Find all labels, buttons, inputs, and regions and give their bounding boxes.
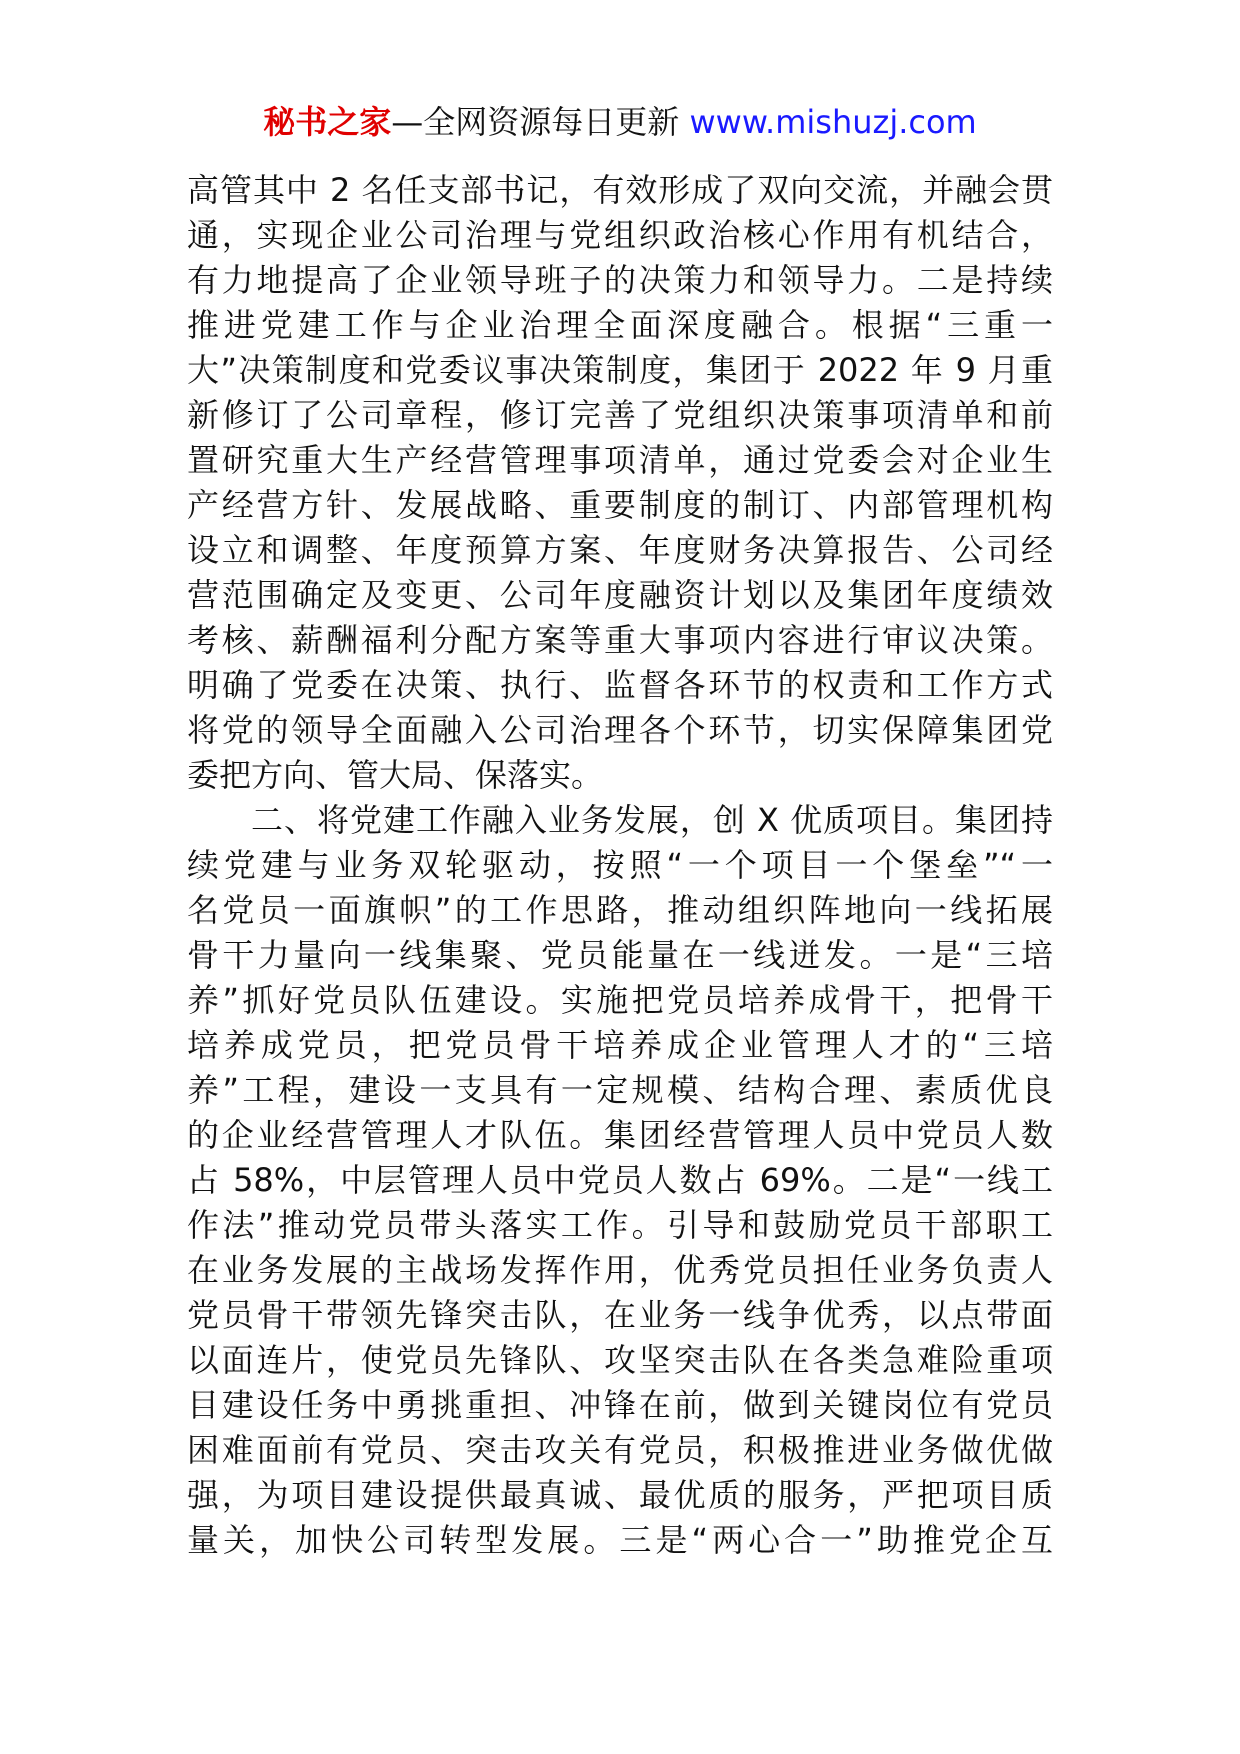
section-heading-line: 二、将党建工作融入业务发展，创 X 优质项目。集团持 [251, 801, 1053, 839]
text-line: 考核、薪酬福利分配方案等重大事项内容进行审议决策。 [187, 621, 1053, 659]
text-line: 将党的领导全面融入公司治理各个环节，切实保障集团党 [187, 711, 1053, 749]
text-line: 大”决策制度和党委议事决策制度，集团于 2022 年 9 月重 [187, 351, 1053, 389]
text-line: 明确了党委在决策、执行、监督各环节的权责和工作方式 [187, 666, 1053, 704]
header-tagline: 全网资源每日更新 [423, 103, 680, 141]
text-line: 推进党建工作与企业治理全面深度融合。根据“三重一 [187, 306, 1053, 344]
text-line: 强，为项目建设提供最真诚、最优质的服务，严把项目质 [187, 1476, 1053, 1514]
header-separator: — [391, 103, 424, 141]
text-line: 量关，加快公司转型发展。三是“两心合一”助推党企互 [187, 1521, 1053, 1559]
text-line: 委把方向、管大局、保落实。 [187, 756, 604, 794]
text-line: 养”抓好党员队伍建设。实施把党员培养成骨干，把骨干 [187, 981, 1053, 1019]
text-line: 有力地提高了企业领导班子的决策力和领导力。二是持续 [187, 261, 1053, 299]
text-line: 以面连片，使党员先锋队、攻坚突击队在各类急难险重项 [187, 1341, 1053, 1379]
text-line: 高管其中 2 名任支部书记，有效形成了双向交流，并融会贯 [187, 171, 1053, 209]
text-line: 通，实现企业公司治理与党组织政治核心作用有机结合， [187, 216, 1053, 254]
text-line: 骨干力量向一线集聚、党员能量在一线迸发。一是“三培 [187, 936, 1053, 974]
site-url-link[interactable]: www.mishuzj.com [689, 103, 977, 141]
text-line: 营范围确定及变更、公司年度融资计划以及集团年度绩效 [187, 576, 1053, 614]
text-line: 续党建与业务双轮驱动，按照“一个项目一个堡垒”“一 [187, 846, 1053, 884]
text-line: 的企业经营管理人才队伍。集团经营管理人员中党员人数 [187, 1116, 1053, 1154]
text-line: 党员骨干带领先锋突击队，在业务一线争优秀，以点带面 [187, 1296, 1053, 1334]
page-header [0, 100, 1240, 144]
text-line: 产经营方针、发展战略、重要制度的制订、内部管理机构 [187, 486, 1053, 524]
site-brand: 秘书之家 [263, 103, 392, 141]
text-line: 养”工程，建设一支具有一定规模、结构合理、素质优良 [187, 1071, 1053, 1109]
text-line: 设立和调整、年度预算方案、年度财务决算报告、公司经 [187, 531, 1053, 569]
text-line: 困难面前有党员、突击攻关有党员，积极推进业务做优做 [187, 1431, 1053, 1469]
text-line: 占 58%，中层管理人员中党员人数占 69%。二是“一线工 [187, 1161, 1053, 1199]
text-line: 作法”推动党员带头落实工作。引导和鼓励党员干部职工 [187, 1206, 1053, 1244]
text-line: 目建设任务中勇挑重担、冲锋在前，做到关键岗位有党员 [187, 1386, 1053, 1424]
text-line: 置研究重大生产经营管理事项清单，通过党委会对企业生 [187, 441, 1053, 479]
body-text [187, 168, 1053, 1563]
text-line: 名党员一面旗帜”的工作思路，推动组织阵地向一线拓展 [187, 891, 1053, 929]
text-line: 新修订了公司章程，修订完善了党组织决策事项清单和前 [187, 396, 1053, 434]
text-line: 在业务发展的主战场发挥作用，优秀党员担任业务负责人 [187, 1251, 1053, 1289]
text-line: 培养成党员，把党员骨干培养成企业管理人才的“三培 [187, 1026, 1053, 1064]
